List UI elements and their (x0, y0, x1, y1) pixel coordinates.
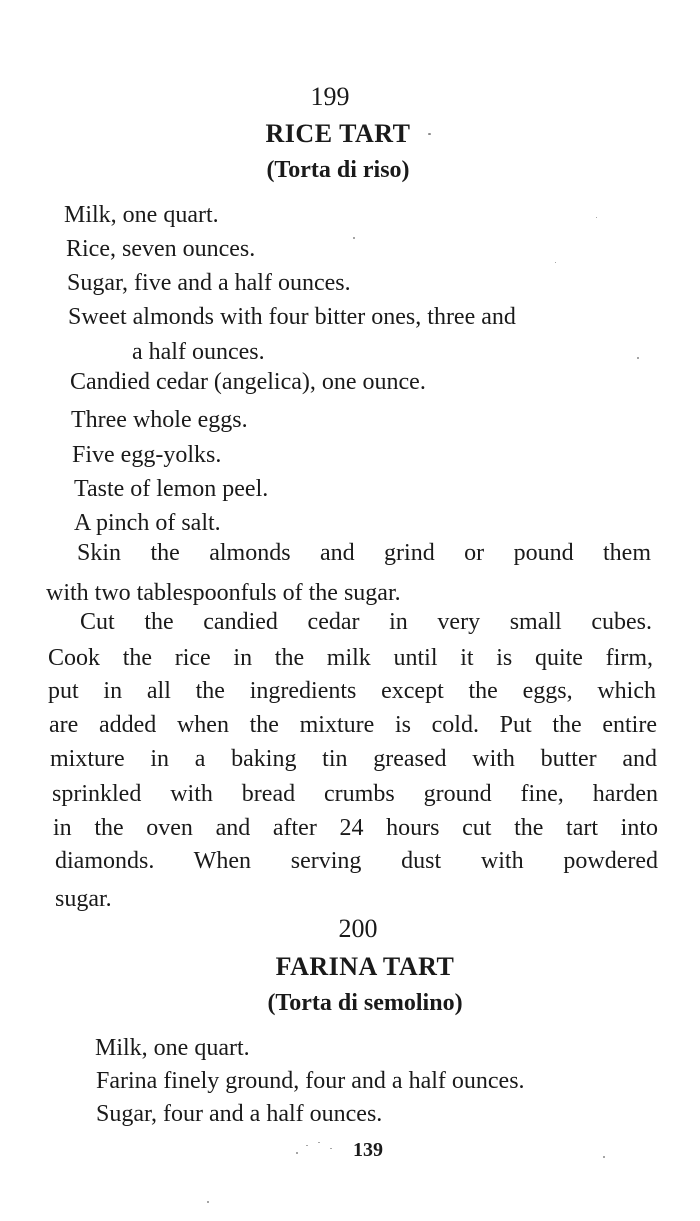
instruction-line: mixture in a baking tin greased with butter and (50, 746, 657, 772)
scan-speck (330, 1148, 332, 1149)
ingredient-line: Three whole eggs. (71, 407, 248, 433)
ingredient-line: Candied cedar (angelica), one ounce. (70, 369, 426, 395)
scan-speck (603, 1156, 605, 1158)
instruction-line: sugar. (55, 886, 112, 912)
ingredient-line: a half ounces. (132, 339, 265, 365)
ingredient-line: Farina finely ground, four and a half ounces. (96, 1068, 525, 1094)
scan-speck (555, 262, 556, 263)
recipe-number: 200 (338, 914, 378, 943)
instruction-line: in the oven and after 24 hours cut the tart into (53, 815, 658, 841)
scan-speck (318, 1142, 320, 1143)
recipe-subtitle: (Torta di riso) (266, 157, 410, 183)
scan-speck (306, 1145, 308, 1146)
page-number: 139 (353, 1139, 383, 1161)
scan-speck (428, 133, 431, 135)
instruction-line: with two tablespoonfuls of the sugar. (46, 580, 401, 606)
recipe-subtitle: (Torta di semolino) (267, 990, 463, 1016)
ingredient-line: Sweet almonds with four bitter ones, three and (68, 304, 516, 330)
recipe-title: RICE TART (265, 119, 411, 148)
recipe-number: 199 (310, 82, 350, 111)
instruction-line: Skin the almonds and grind or pound them (77, 540, 651, 566)
instruction-line: Cut the candied cedar in very small cubes. (80, 609, 652, 635)
scan-speck (353, 237, 355, 239)
scan-speck (207, 1201, 209, 1203)
scan-speck (296, 1152, 298, 1154)
ingredient-line: Milk, one quart. (64, 202, 219, 228)
instruction-line: sprinkled with bread crumbs ground fine, harden (52, 781, 658, 807)
instruction-line: diamonds. When serving dust with powdered (55, 848, 658, 874)
ingredient-line: Rice, seven ounces. (66, 236, 256, 262)
ingredient-line: Milk, one quart. (95, 1035, 250, 1061)
ingredient-line: A pinch of salt. (74, 510, 221, 536)
ingredient-line: Sugar, five and a half ounces. (67, 270, 351, 296)
instruction-line: put in all the ingredients except the eggs, which (48, 678, 656, 704)
ingredient-line: Five egg-yolks. (72, 442, 222, 468)
instruction-line: Cook the rice in the milk until it is quite firm, (48, 645, 653, 671)
scan-speck (596, 217, 597, 218)
recipe-title: FARINA TART (275, 952, 455, 981)
ingredient-line: Taste of lemon peel. (74, 476, 269, 502)
instruction-line: are added when the mixture is cold. Put the entire (49, 712, 657, 738)
scan-speck (637, 357, 639, 359)
ingredient-line: Sugar, four and a half ounces. (96, 1101, 383, 1127)
